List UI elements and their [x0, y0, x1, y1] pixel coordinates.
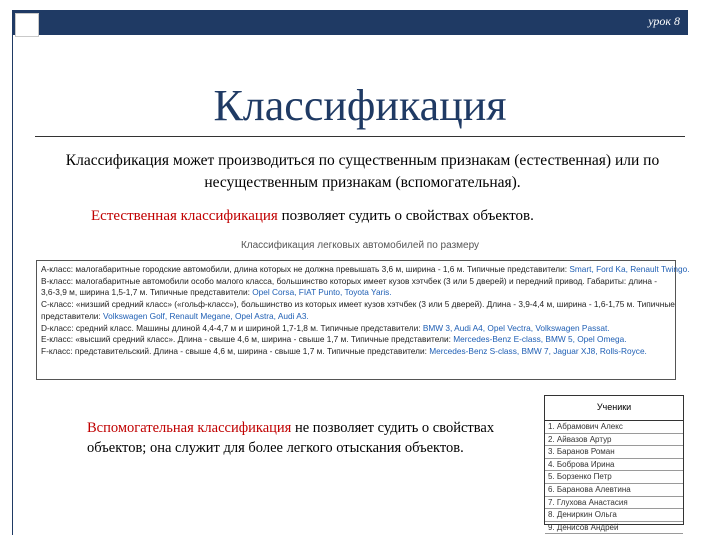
- slide-title: Классификация: [213, 81, 507, 130]
- natural-term: Естественная классификация: [91, 208, 278, 224]
- car-classification-table: [36, 260, 690, 380]
- students-header: Ученики: [545, 396, 683, 421]
- list-item: 5. Борзенко Петр: [545, 471, 683, 484]
- students-list: [544, 395, 684, 532]
- title-divider: [35, 136, 685, 137]
- car-class-line: представители: Volkswagen Golf, Renault Megane, Opel Astra, Audi A3.: [41, 310, 309, 321]
- list-item: 2. Айвазов Артур: [545, 434, 683, 447]
- list-item: 1. Абрамович Алекс: [545, 421, 683, 434]
- auxiliary-rest: не позволяет судить о свойствах объектов; она служит для более легкого отыскания объектов.: [87, 420, 495, 456]
- car-class-line: E-класс: «высший средний класс». Длина - свыше 4,6 м, ширина - свыше 1,7 м. Типичные представители: Mercedes-Benz E-class, BMW 5, Opel Omega.: [41, 334, 627, 345]
- auxiliary-term: Вспомогательная классификация: [87, 420, 292, 436]
- car-class-line: F-класс: представительский. Длина - свыше 4,6 м, ширина - свыше 1,7 м. Типичные представители: Mercedes-Benz S-class, BMW 7, Jaguar XJ8, Rolls-Royce.: [41, 345, 647, 356]
- car-table-caption: Классификация легковых автомобилей по размеру: [240, 240, 480, 251]
- list-item: 7. Глухова Анастасия: [545, 497, 683, 510]
- car-class-line: B-класс: малогабаритные автомобили особо малого класса, большинство которых имеет кузов хэтчбек (3 или 5 дверей) и передний привод. Габариты: длина -: [41, 275, 658, 286]
- lesson-label: урок 8: [648, 14, 680, 28]
- list-item: 9. Денисов Андрей: [545, 522, 683, 535]
- car-class-line: D-класс: средний класс. Машины длиной 4,4-4,7 м и шириной 1,7-1,8 м. Типичные представители: BMW 3, Audi A4, Opel Vectra, Volkswagen Passat.: [41, 322, 610, 333]
- natural-classification-text: [91, 208, 534, 225]
- natural-rest: позволяет судить о свойствах объектов.: [277, 208, 534, 224]
- car-class-line: 3,6-3,9 м, ширина 1,5-1,7 м. Типичные представители: Opel Corsa, FIAT Punto, Toyota Yaris.: [41, 287, 392, 298]
- list-item: 6. Баранова Алевтина: [545, 484, 683, 497]
- car-class-line: C-класс: «низший средний класс» («гольф-класс»), большинство из которых имеет кузов хэтчбек (3 или 5 дверей). Длина - 3,9-4,4 м, ширина - 1,6-1,75 м. Типичные: [41, 299, 675, 310]
- list-item: 8. Дениркин Ольга: [545, 509, 683, 522]
- top-banner: [12, 10, 688, 35]
- intro-text: Классификация может производиться по существенным признакам (естественная) или по несущественным признакам (вспомогательная).: [65, 152, 660, 191]
- corner-square: [15, 13, 39, 37]
- auxiliary-classification-text: [87, 418, 542, 458]
- car-class-line: A-класс: малогабаритные городские автомобили, длина которых не должна превышать 3,6 м, ширина - 1,6 м. Типичные представители: Smart, Ford Ka, Renault Twingo.: [41, 264, 690, 274]
- list-item: 4. Боброва Ирина: [545, 459, 683, 472]
- list-item: 3. Баранов Роман: [545, 446, 683, 459]
